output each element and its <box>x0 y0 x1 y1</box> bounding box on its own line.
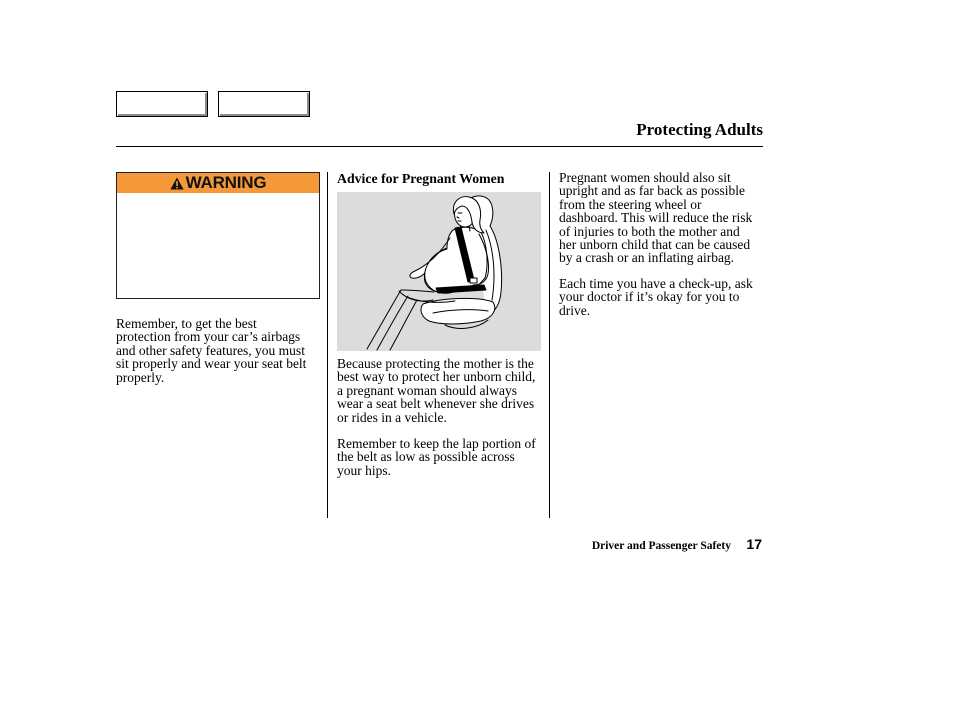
text-line: Pregnant women should also sit <box>559 170 731 185</box>
header-divider <box>116 146 763 147</box>
text-line: your doctor if it’s okay for you to <box>559 289 740 305</box>
woman-thigh-upper <box>401 290 434 292</box>
warning-header <box>117 173 319 193</box>
section-heading: Advice for Pregnant Women <box>337 171 505 186</box>
text-line: sit properly and wear your seat belt <box>116 356 307 372</box>
warning-triangle-icon <box>170 177 184 190</box>
text-line: best way to protect her unborn child, <box>337 369 536 385</box>
page-number: 17 <box>746 536 762 552</box>
page-title: Protecting Adults <box>636 120 763 139</box>
text-line: or rides in a vehicle. <box>337 409 447 425</box>
text-line: drive. <box>559 302 591 318</box>
text-line: protection from your car’s airbags <box>116 329 301 345</box>
text-line: her unborn child that can be caused <box>559 236 751 252</box>
column2-paragraph-2 <box>337 437 536 477</box>
text-line: upright and as far back as possible <box>559 183 745 199</box>
text-line: Remember to keep the lap portion of <box>337 436 536 451</box>
belt-buckle <box>470 278 477 283</box>
footer-section-title: Driver and Passenger Safety <box>591 540 731 552</box>
pregnant-woman-seatbelt-illustration <box>337 192 541 351</box>
text-line: your hips. <box>337 462 391 478</box>
warning-box <box>116 172 320 299</box>
text-line: of injuries to both the mother and <box>559 223 740 239</box>
text-line: Each time you have a check-up, ask <box>559 276 753 291</box>
text-line: Because protecting the mother is the <box>337 356 534 371</box>
nav-button-left[interactable] <box>116 91 208 117</box>
text-line: and other safety features, you must <box>116 342 305 358</box>
column3-paragraph-1 <box>559 171 752 265</box>
text-line: Remember, to get the best <box>116 316 257 331</box>
text-line: wear a seat belt whenever she drives <box>337 396 535 412</box>
text-line: the belt as low as possible across <box>337 449 515 465</box>
column2-paragraph-1 <box>337 357 535 424</box>
text-line: properly. <box>116 369 165 385</box>
text-line: a pregnant woman should always <box>337 382 517 398</box>
text-line: dashboard. This will reduce the risk <box>559 210 753 226</box>
nav-button-right[interactable] <box>218 91 310 117</box>
column-divider-1 <box>327 172 328 518</box>
text-line: by a crash or an inflating airbag. <box>559 250 735 266</box>
column1-paragraph <box>116 317 306 384</box>
text-line: from the steering wheel or <box>559 196 702 212</box>
woman-leg-right <box>390 300 417 350</box>
warning-label: WARNING <box>185 173 267 192</box>
column3-paragraph-2 <box>559 277 753 317</box>
column-divider-2 <box>549 172 550 518</box>
